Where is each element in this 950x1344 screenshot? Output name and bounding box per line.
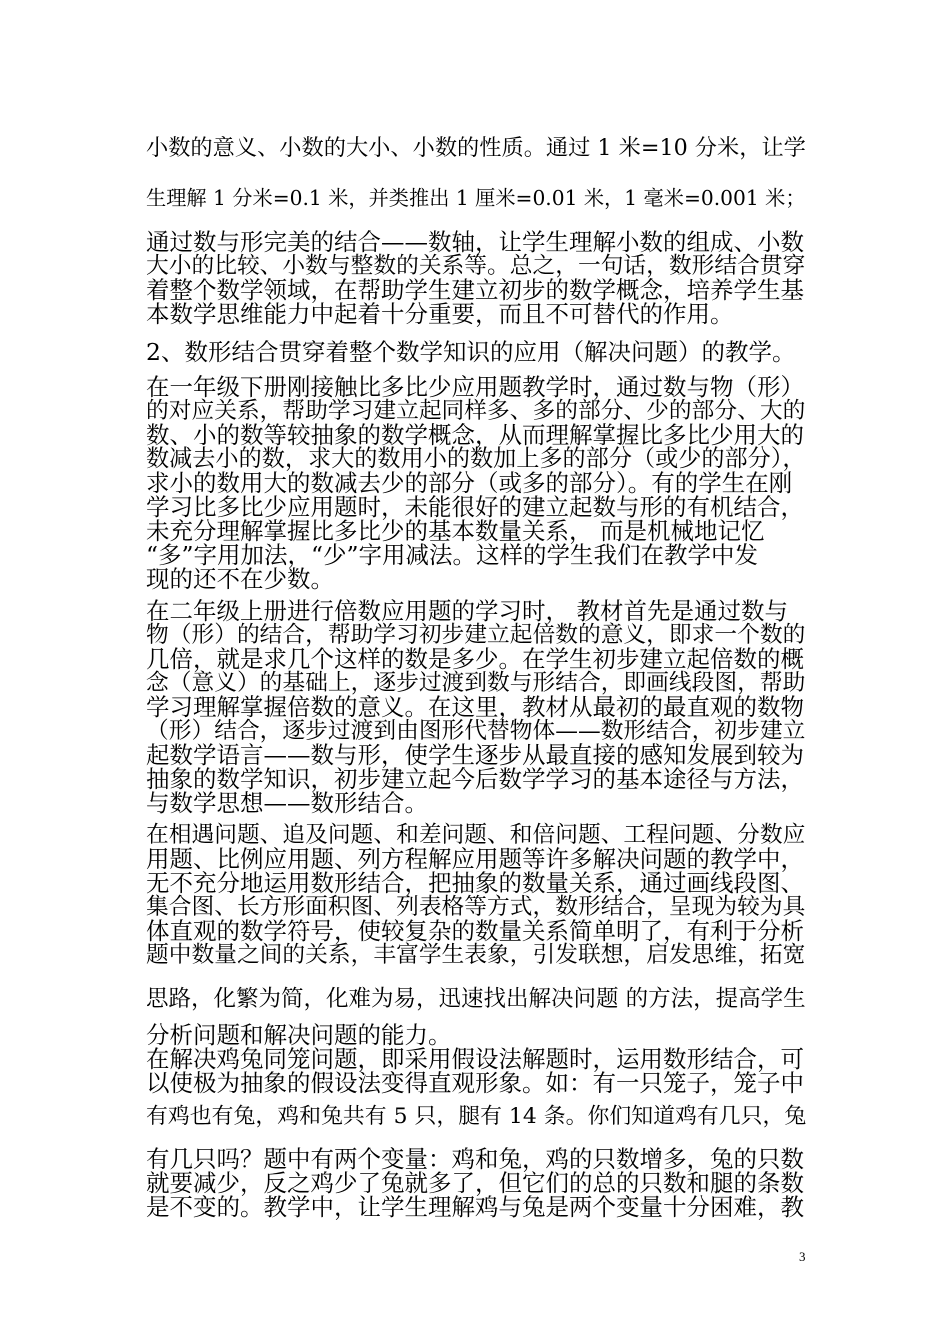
text-line: 学习比多比少应用题时，未能很好的建立起数与形的有机结合， xyxy=(146,493,804,521)
text-line: 有鸡也有兔，鸡和兔共有 5 只，腿有 14 条。你们知道鸡有几只，兔 xyxy=(146,1104,807,1129)
text-line: 通过数与形完美的结合——数轴，让学生理解小数的组成、小数 xyxy=(146,228,804,256)
text-line: 在相遇问题、追及问题、和差问题、和倍问题、工程问题、分数应 xyxy=(146,822,806,848)
text-line: 生理解 1 分米=0.1 米，并类推出 1 厘米=0.01 米，1 毫米=0.001 米； xyxy=(146,186,806,210)
text-line: 小数的意义、小数的大小、小数的性质。通过 1 米=10 分米，让学 xyxy=(146,135,806,161)
text-line: 在解决鸡兔同笼问题，即采用假设法解题时，运用数形结合，可 xyxy=(146,1045,804,1073)
text-line: 现的还不在少数。 xyxy=(146,565,334,593)
text-line: 念（意义）的基础上，逐步过渡到数与形结合，即画线段图，帮助 xyxy=(146,670,806,696)
text-line: 以使极为抽象的假设法变得直观形象。如：有一只笼子，笼子中 xyxy=(146,1069,804,1097)
text-line: 与数学思想——数形结合。 xyxy=(146,789,428,817)
text-line: 数、小的数等较抽象的数学概念，从而理解掌握比多比少用大的 xyxy=(146,421,804,449)
text-line: （形）结合，逐步过渡到由图形代替物体——数形结合，初步建立 xyxy=(146,718,806,744)
text-line: 求小的数用大的数减去少的部分（或多的部分）。有的学生在刚 xyxy=(146,469,793,497)
text-line: 有几只吗？题中有两个变量：鸡和兔，鸡的只数增多，兔的只数 xyxy=(146,1145,804,1173)
text-line: 物（形）的结合，帮助学习初步建立起倍数的意义，即求一个数的 xyxy=(146,622,806,648)
text-line: 抽象的数学知识，初步建立起今后数学学习的基本途径与方法， xyxy=(146,765,804,793)
text-line: 的对应关系，帮助学习建立起同样多、多的部分、少的部分、大的 xyxy=(146,398,806,424)
text-line: 数减去小的数，求大的数用小的数加上多的部分（或少的部分）， xyxy=(146,446,806,472)
text-line: 就要减少，反之鸡少了兔就多了，但它们的总的只数和腿的条数 xyxy=(146,1169,804,1197)
text-line: 大小的比较、小数与整数的关系等。总之，一句话，数形结合贯穿 xyxy=(146,253,806,279)
text-line: 在二年级上册进行倍数应用题的学习时， 教材首先是通过数与 xyxy=(146,597,788,625)
text-line: “多”字用加法，“少”字用减法。这样的学生我们在教学中发 xyxy=(146,541,759,569)
text-line: 学习理解掌握倍数的意义。在这里，教材从最初的最直观的数物 xyxy=(146,693,804,721)
text-line: 无不充分地运用数形结合，把抽象的数量关系，通过画线段图、 xyxy=(146,869,804,897)
text-line: 在一年级下册刚接触比多比少应用题教学时，通过数与物（形） xyxy=(146,373,804,401)
section-heading: 2、数形结合贯穿着整个数学知识的应用（解决问题）的教学。 xyxy=(146,338,796,366)
text-line: 几倍，就是求几个这样的数是多少。在学生初步建立起倍数的概 xyxy=(146,645,804,673)
text-line: 起数学语言——数与形，使学生逐步从最直接的感知发展到较为 xyxy=(146,741,804,769)
text-line: 分析问题和解决问题的能力。 xyxy=(146,1021,452,1049)
text-line: 着整个数学领域，在帮助学生建立初步的数学概念，培养学生基 xyxy=(146,276,804,304)
text-line: 思路，化繁为简，化难为易，迅速找出解决问题 的方法，提高学生 xyxy=(146,986,806,1012)
text-line: 未充分理解掌握比多比少的基本数量关系， 而是机械地记忆 xyxy=(146,517,765,545)
text-line: 本数学思维能力中起着十分重要，而且不可替代的作用。 xyxy=(146,300,734,328)
page-number: 3 xyxy=(799,1249,806,1264)
text-line: 集合图、长方形面积图、列表格等方式，数形结合，呈现为较为具 xyxy=(146,894,806,920)
text-line: 用题、比例应用题、列方程解应用题等许多解决问题的教学中， xyxy=(146,845,804,873)
text-line: 题中数量之间的关系，丰富学生表象，引发联想，启发思维，拓宽 xyxy=(146,942,806,968)
text-line: 是不变的。教学中，让学生理解鸡与兔是两个变量十分困难，教 xyxy=(146,1193,804,1221)
text-line: 体直观的数学符号，使较复杂的数量关系简单明了，有利于分析 xyxy=(146,917,804,945)
